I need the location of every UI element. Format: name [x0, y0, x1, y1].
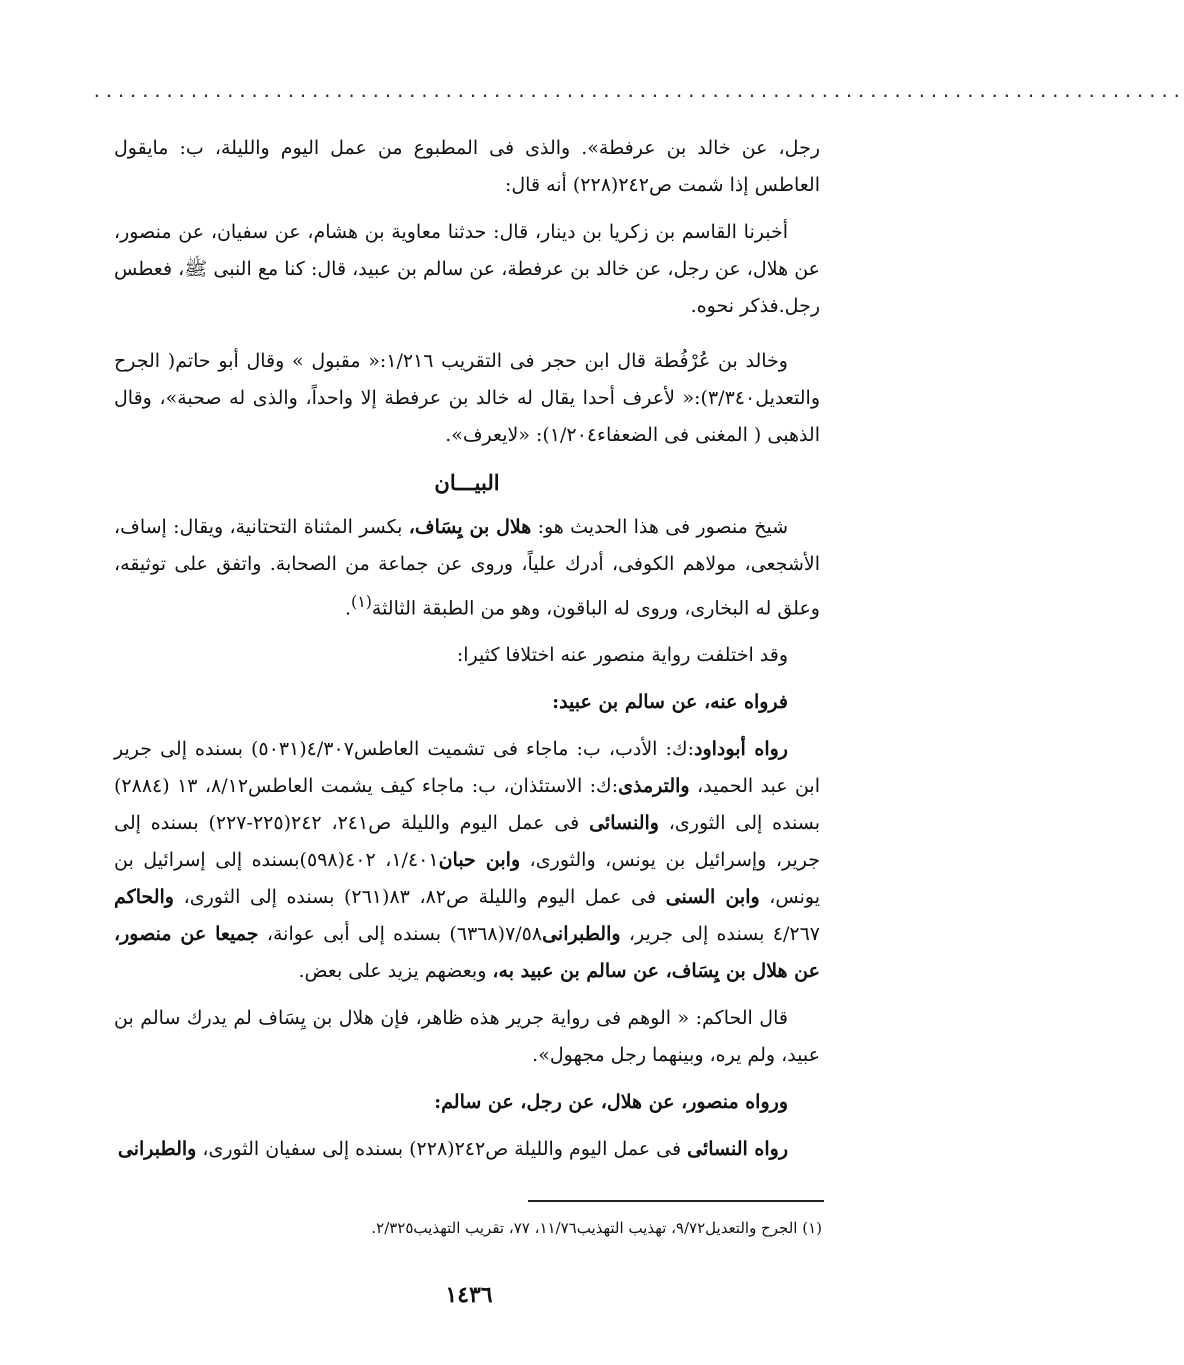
bio-name-bold: هلال بن يِسَاف، [408, 516, 532, 538]
takhrij-text-6: ٤/٢٦٧ بسنده إلى جرير، [620, 923, 821, 946]
paragraph-hadith-isnad-text: أخبرنا القاسم بن زكريا بن دينار، قال: حدثنا معاوية بن هشام، عن سفيان، عن منصور، عن هلال، عن رجل، عن خالد بن عرفطة، عن سالم بن عبيد، قال: كنا مع النبى ﷺ، فعطس رجل.فذكر نحوه. [114, 221, 820, 317]
page-body [114, 130, 820, 1178]
paragraph-takhrij-2 [114, 1131, 820, 1168]
bio-intro: شيخ منصور فى هذا الحديث هو: [531, 516, 789, 538]
paragraph-hakim-quote-text: قال الحاكم: « الوهم فى رواية جرير هذه ظاهر، فإن هلال بن يِسَاف لم يدرك سالم بن عبيد، ولم يره، وبينهما رجل مجهول». [114, 1007, 820, 1067]
paragraph-narrator-grading-text: وخالد بن عُرْفُطة قال ابن حجر فى التقريب ١/٢١٦:« مقبول » وقال أبو حاتم( الجرح والتعديل٣/٣٤٠):« لأعرف أحدا يقال له خالد بن عرفطة إلا واحداً، والذى له صحبة»، وقال الذهبى ( المغنى فى الضعفاء١/٢٠٤): «لايعرف». [114, 350, 820, 446]
source-ibn-sunni: وابن السنى [665, 886, 760, 909]
paragraph-narrator-grading [114, 343, 820, 454]
source-hakim: والحاكم [114, 886, 174, 909]
source-tabarani-2: والطبرانى [117, 1138, 197, 1161]
source-nasai: والنسائى [589, 812, 659, 835]
subheading-via-man-text: ورواه منصور، عن هلال، عن رجل، عن سالم: [434, 1091, 788, 1114]
paragraph-hadith-isnad [114, 214, 820, 325]
subheading-via-man [114, 1084, 820, 1121]
paragraph-hakim-quote [114, 1000, 820, 1074]
footnote-separator [528, 1200, 824, 1202]
paragraph-disagreement-text: وقد اختلفت رواية منصور عنه اختلافا كثيرا: [456, 644, 788, 667]
paragraph-takhrij-1 [114, 731, 820, 990]
source-nasai-2: رواه النسائى [687, 1138, 788, 1161]
takhrij-text-4: ١/٤٠١، ٤٠٢(٥٩٨)بسنده إلى إسرائيل بن يونس، [114, 849, 821, 909]
paragraph-hilal-bio [114, 509, 820, 627]
common-chain-bold: جميعا عن منصور، عن هلال بن يِسَاف، عن سالم بن عبيد به، [114, 923, 820, 983]
takhrij-text-3: فى عمل اليوم والليلة ص٢٤١، ٢٤٢(٢٢٥-٢٢٧) بسنده إلى جرير، وإسرائيل بن يونس، والثورى، [114, 812, 820, 872]
takhrij2-text-1: فى عمل اليوم والليلة ص٢٤٢(٢٢٨) بسنده إلى سفيان الثورى، [196, 1138, 688, 1161]
bio-end: . [344, 597, 351, 620]
paragraph-continuation: رجل، عن خالد بن عرفطة». والذى فى المطبوع من عمل اليوم والليلة، ب: مايقول العاطس إذا شمت ص٢٤٢(٢٢٨) أنه قال: [114, 137, 820, 196]
footnote-ref[interactable]: (١) [351, 592, 372, 611]
source-tirmidhi: والترمذى [618, 775, 690, 798]
page-number: ١٤٣٦ [445, 1282, 493, 1308]
top-dotted-separator: .......................................................................................... [92, 82, 1184, 101]
subheading-via-salim-text: فرواه عنه، عن سالم بن عبيد: [552, 691, 788, 714]
bio-body: بكسر المثناة التحتانية، ويقال: إساف، الأشجعى، مولاهم الكوفى، أدرك علياً، وروى عن جماعة من الصحابة. واتفق على توثيقه، وعلق له البخارى، وروى له الباقون، وهو من الطبقة الثالثة [114, 516, 820, 620]
takhrij-text-2: :ك: الاستئذان، ب: ماجاء كيف يشمت العاطس٨/١٢، ١٣ (٢٨٨٤) بسنده إلى الثورى، [114, 775, 821, 835]
subheading-via-salim [114, 684, 820, 721]
takhrij-text-5: فى عمل اليوم والليلة ص٨٢، ٨٣(٢٦١) بسنده إلى الثورى، [174, 886, 666, 909]
footnote: (١) الجرح والتعديل٩/٧٢، تهذيب التهذيب١١/٧٦، ٧٧، تقريب التهذيب٢/٣٢٥. [371, 1219, 822, 1237]
source-ibn-hibban: وابن حبان [438, 849, 521, 872]
takhrij-text-1: :ك: الأدب، ب: ماجاء فى تشميت العاطس٤/٣٠٧(٥٠٣١) بسنده إلى جرير ابن عبد الحميد، [114, 738, 820, 798]
section-heading: البيـــان [434, 470, 500, 495]
paragraph-disagreement [114, 637, 820, 674]
takhrij-text-8: وبعضهم يزيد على بعض. [298, 960, 493, 983]
source-tabarani: والطبرانى [542, 923, 621, 946]
takhrij-text-7: ٧/٥٨(٦٣٦٨) بسنده إلى أبى عوانة، [258, 923, 543, 946]
source-abu-dawud: رواه أبوداود [694, 738, 788, 761]
